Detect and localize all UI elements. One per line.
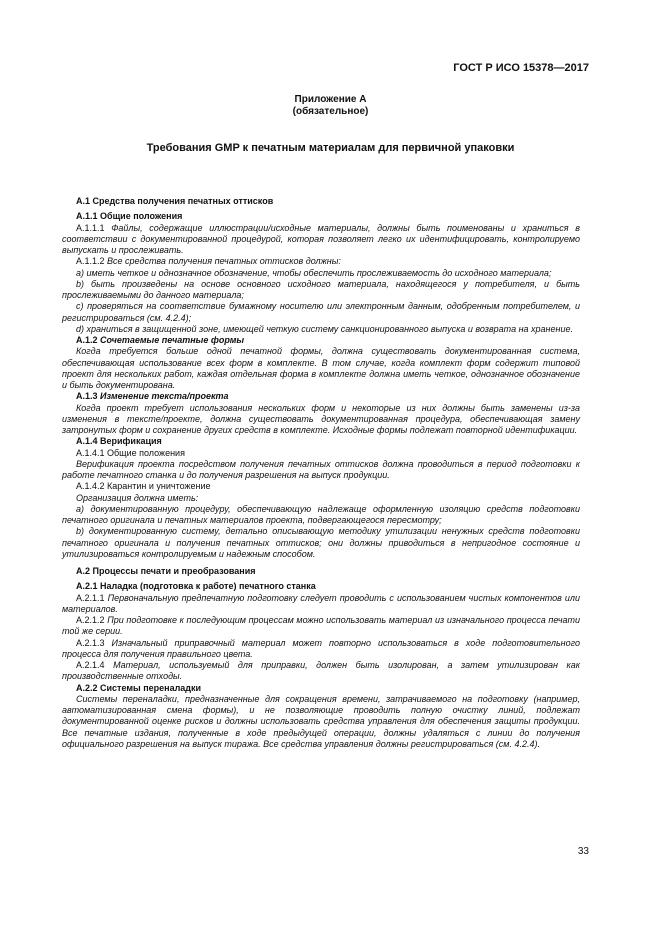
- paragraph-a2-1-3: [62, 638, 580, 661]
- list-item: b) документированную систему, детально описывающую методику утилизации ненужных средств подготовки печатного оригинала и получения печатных оттисков; они должны приводиться в непригодное состояние и утилизироваться контролируемым и надежным способом.: [62, 526, 580, 559]
- document-title: Требования GMP к печатным материалам для первичной упаковки: [146, 142, 515, 154]
- clause-label-a1-4-2: А.1.4.2 Карантин и уничтожение: [76, 481, 211, 492]
- clause-number: А.1.1.1: [76, 222, 105, 233]
- heading-text: Изменение текста/проекта: [100, 391, 229, 402]
- section-heading-a1: А.1 Средства получения печатных оттисков: [76, 196, 274, 206]
- section-heading-a1-3: [62, 391, 580, 402]
- list-item: a) документированную процедуру, обеспечивающую надлежаще оформленную изоляцию средств подготовки печатного оригинала и печатных материалов проекта, подвергающегося пересмотру;: [62, 503, 580, 525]
- clause-number: А.2.1.2: [76, 615, 105, 625]
- section-heading-a1-1: А.1.1 Общие положения: [76, 211, 183, 222]
- heading-number: А.1.2: [76, 335, 98, 345]
- paragraph-a1-1-2: [62, 256, 580, 267]
- paragraph-a2-1-4: [62, 660, 580, 683]
- section-heading-a1-4: А.1.4 Верификация: [76, 436, 162, 447]
- clause-number: А.2.1.1: [76, 592, 105, 603]
- section-heading-a2: А.2 Процессы печати и преобразования: [76, 566, 256, 576]
- clause-text: Файлы, содержащие иллюстрации/исходные материалы, должны быть поименованы и храниться в соответствии с документированной процедурой, которая позволяет легко их идентифицировать, контролируемо выпускать и прослеживать.: [62, 222, 580, 255]
- paragraph-a2-1-1: [62, 593, 580, 616]
- annex-title: Приложение А: [294, 94, 367, 105]
- document-body: [62, 196, 580, 750]
- annex-status: (обязательное): [292, 106, 369, 117]
- list-item: b) быть произведены на основе основного исходного материала, находящегося у потребителя, и быть прослеживаемыми до данного материала;: [62, 278, 580, 300]
- paragraph-a1-1-1: [62, 223, 580, 257]
- section-heading-a2-2: А.2.2 Системы переналадки: [76, 682, 202, 693]
- list-item: a) иметь четкое и однозначное обозначение, чтобы обеспечить прослеживаемость до исходного материала;: [76, 267, 552, 278]
- clause-text: Изначальный приправочный материал может повторно использоваться в ходе подготовительного процесса для получения правильного цвета.: [62, 637, 580, 659]
- paragraph-a1-4-2: Организация должна иметь:: [76, 492, 199, 503]
- clause-text: Все средства получения печатных оттисков должны:: [107, 256, 341, 267]
- paragraph-a2-1-2: [62, 615, 580, 638]
- clause-text: При подготовке к последующим процессам можно использовать материал из изначального процесса печати той же серии.: [62, 615, 580, 637]
- clause-number: А.2.1.4: [76, 660, 105, 670]
- annex-heading: [0, 94, 661, 118]
- heading-text: Сочетаемые печатные формы: [100, 335, 245, 345]
- list-item: d) храниться в защищенной зоне, имеющей четкую систему санкционированного выпуска и возврата на хранение.: [76, 323, 573, 334]
- clause-label-a1-4-1: А.1.4.1 Общие положения: [76, 447, 185, 458]
- standard-number: ГОСТ Р ИСО 15378—2017: [453, 62, 589, 74]
- heading-number: А.1.3: [76, 391, 98, 402]
- clause-text: Материал, используемый для приправки, должен быть изолирован, а затем утилизирован как производственные отходы.: [62, 660, 580, 682]
- page-number: 33: [577, 846, 589, 857]
- paragraph-a1-3: Когда проект требует использования нескольких форм и некоторые из них должны быть заменены из-за изменения в тексте/проекте, должна существовать документированная процедура, обеспечивающая замену затронутых форм и сохранение других средств в комплекте. Исходные формы подлежат повторной идентификации.: [62, 402, 580, 435]
- clause-number: А.1.1.2: [76, 256, 105, 267]
- section-heading-a2-1: А.2.1 Наладка (подготовка к работе) печатного станка: [76, 581, 316, 592]
- clause-number: А.2.1.3: [76, 637, 105, 648]
- paragraph-a1-2: Когда требуется больше одной печатной формы, должна существовать документированная система, обеспечивающая использование всех форм в комплекте. В том случае, когда комплект форм содержит типовой проект для нескольких работ, каждая отдельная форма в комплекте должна иметь четкое, однозначное обозначение и быть документирована.: [62, 346, 580, 390]
- section-heading-a1-2: [62, 335, 580, 346]
- list-item: c) проверяться на соответствие бумажному носителю или электронным данным, одобренным потребителем, и регистрироваться (см. 4.2.4);: [62, 301, 580, 323]
- clause-text: Первоначальную предпечатную подготовку следует проводить с использованием чистых компонентов или материалов.: [62, 592, 580, 614]
- paragraph-a2-2: Системы переналадки, предназначенные для сокращения времени, затрачиваемого на подготовку (например, автоматизированная смена формы), и не позволяющие проводить полную очистку линий, подлежат документированной оценке рисков и должны использовать средства управления для обеспечения защиты продукции. Все печатные издания, полученные в ходе предыдущей операции, должны удаляться с линии до получения официального разрешения на выпуск тиража. Все средства управления должны регистрироваться (см. 4.2.4).: [62, 693, 580, 749]
- paragraph-a1-4-1: Верификация проекта посредством получения печатных оттисков должна проводиться в период подготовки к работе печатного станка и до получения разрешения на выпуск продукции.: [62, 458, 580, 480]
